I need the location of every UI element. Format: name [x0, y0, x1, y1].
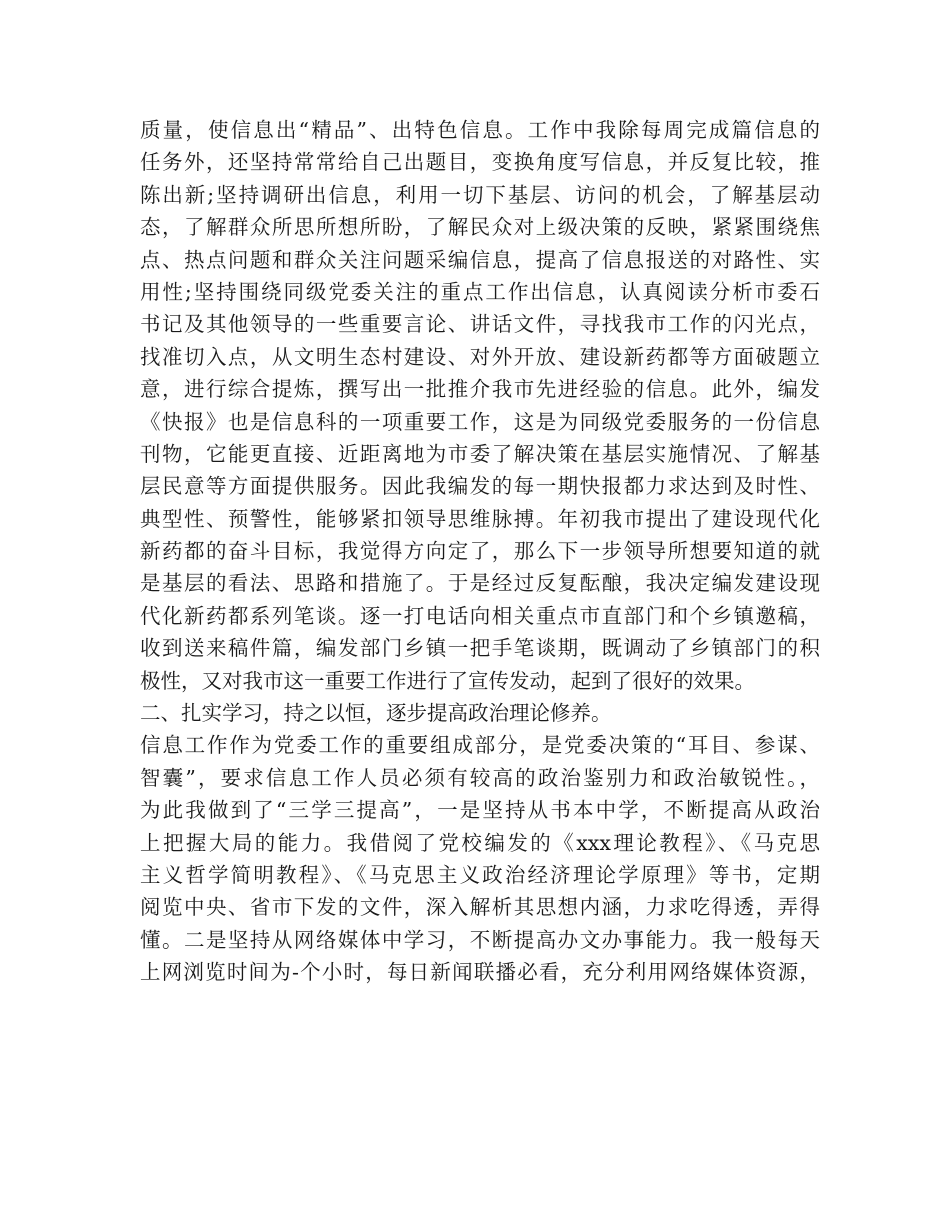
- text-line: 新药都的奋斗目标，我觉得方向定了，那么下一步领导所想要知道的就: [140, 539, 820, 564]
- text-line: 智囊”，要求信息工作人员必须有较高的政治鉴别力和政治敏锐性。，: [140, 765, 820, 790]
- text-line: 意，进行综合提炼，撰写出一批推介我市先进经验的信息。此外，编发: [140, 377, 820, 402]
- text-line: 二、扎实学习，持之以恒，逐步提高政治理论修养。: [140, 701, 612, 726]
- text-line: 上网浏览时间为-个小时，每日新闻联播必看，充分利用网络媒体资源，: [140, 960, 820, 985]
- text-line: 上把握大局的能力。我借阅了党校编发的《xxx理论教程》、《马克思: [140, 830, 820, 855]
- text-line: 是基层的看法、思路和措施了。于是经过反复酝酿，我决定编发建设现: [140, 571, 820, 596]
- text-line: 点、热点问题和群众关注问题采编信息，提高了信息报送的对路性、实: [140, 247, 820, 272]
- document-body: [140, 114, 820, 989]
- text-line: 质量，使信息出“精品”、出特色信息。工作中我除每周完成篇信息的: [140, 118, 820, 142]
- text-line: 懂。二是坚持从网络媒体中学习，不断提高办文办事能力。我一般每天: [140, 927, 820, 952]
- text-line: 态，了解群众所思所想所盼，了解民众对上级决策的反映，紧紧围绕焦: [140, 215, 820, 240]
- text-line: 阅览中央、省市下发的文件，深入解析其思想内涵，力求吃得透，弄得: [140, 895, 820, 920]
- text-line: 找准切入点，从文明生态村建设、对外开放、建设新药都等方面破题立: [140, 344, 820, 369]
- text-line: 主义哲学简明教程》、《马克思主义政治经济理论学原理》等书，定期: [140, 862, 820, 887]
- text-line: 收到送来稿件篇，编发部门乡镇一把手笔谈期，既调动了乡镇部门的积: [140, 636, 820, 661]
- text-line: 书记及其他领导的一些重要言论、讲话文件，寻找我市工作的闪光点，: [140, 312, 820, 337]
- text-line: 《快报》也是信息科的一项重要工作，这是为同级党委服务的一份信息: [140, 409, 820, 434]
- text-line: 典型性、预警性，能够紧扣领导思维脉搏。年初我市提出了建设现代化: [140, 506, 820, 531]
- text-line: 层民意等方面提供服务。因此我编发的每一期快报都力求达到及时性、: [140, 474, 820, 499]
- text-line: 为此我做到了“三学三提高”，一是坚持从书本中学，不断提高从政治: [140, 798, 820, 823]
- text-line: 极性，又对我市这一重要工作进行了宣传发动，起到了很好的效果。: [140, 668, 755, 693]
- text-line: 代化新药都系列笔谈。逐一打电话向相关重点市直部门和个乡镇邀稿，: [140, 603, 820, 628]
- text-line: 信息工作作为党委工作的重要组成部分，是党委决策的“耳目、参谋、: [140, 733, 820, 758]
- text-line: 用性;坚持围绕同级党委关注的重点工作出信息，认真阅读分析市委石: [140, 279, 820, 304]
- text-line: 刊物，它能更直接、近距离地为市委了解决策在基层实施情况、了解基: [140, 441, 820, 466]
- text-line: 任务外，还坚持常常给自己出题目，变换角度写信息，并反复比较，推: [140, 150, 820, 175]
- text-line: 陈出新;坚持调研出信息，利用一切下基层、访问的机会，了解基层动: [140, 182, 820, 207]
